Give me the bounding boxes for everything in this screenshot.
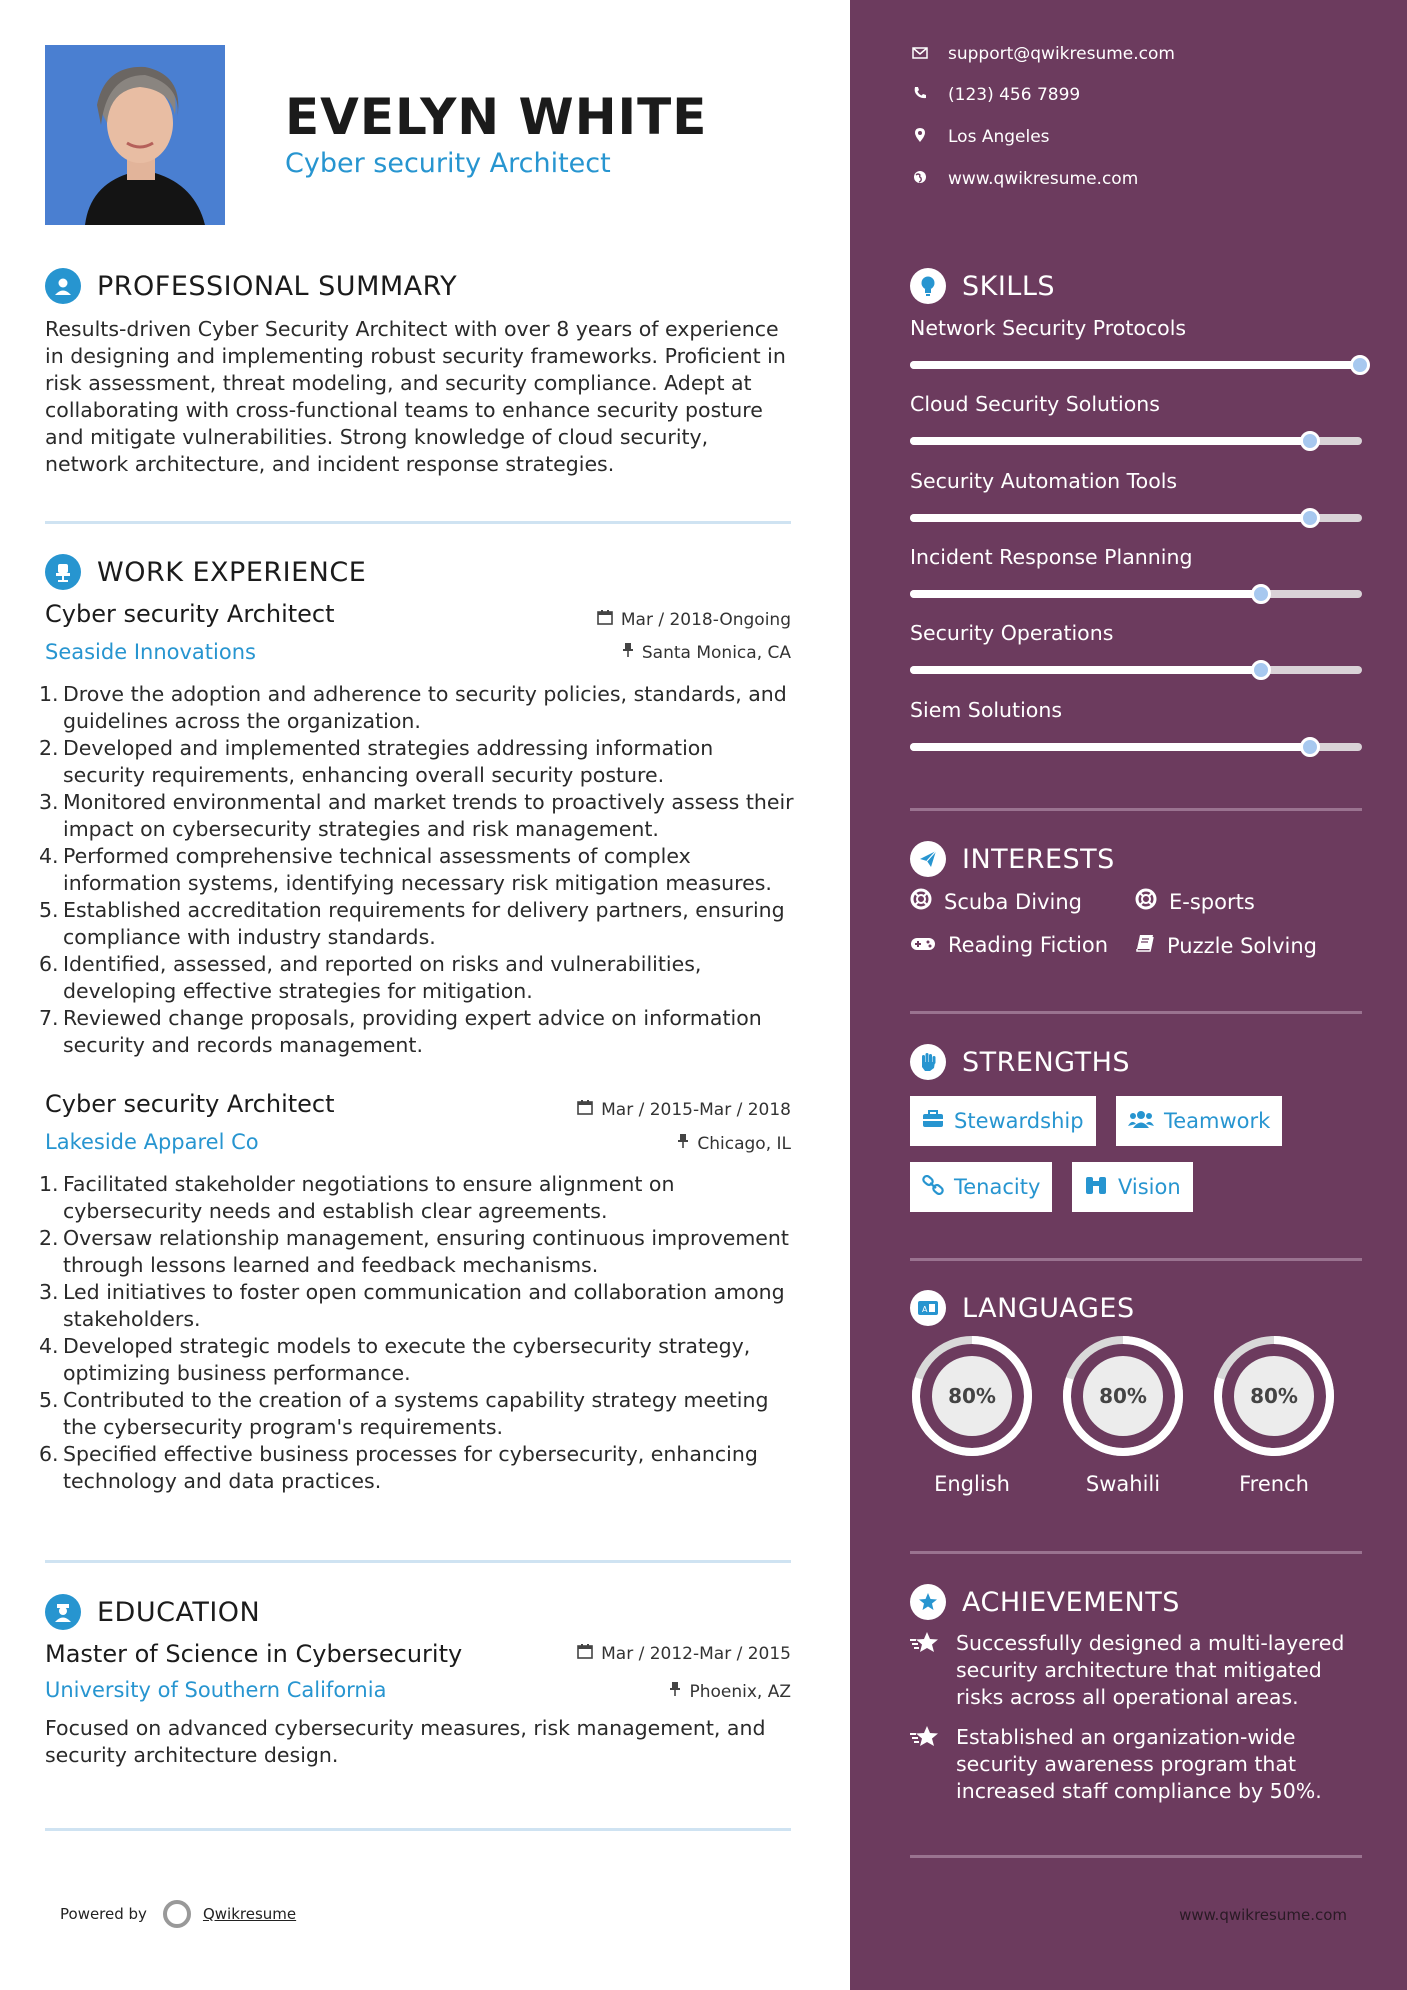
divider	[910, 1551, 1362, 1554]
contact-location-text: Los Angeles	[948, 127, 1050, 147]
skill-bar-fill	[910, 361, 1362, 369]
interest-label: Puzzle Solving	[1167, 933, 1317, 958]
pushpin-icon	[669, 1681, 681, 1702]
education-date	[577, 1643, 791, 1664]
interests-heading	[910, 841, 1115, 877]
skill-label: Security Automation Tools	[910, 469, 1178, 493]
gamepad-icon	[910, 933, 936, 957]
envelope-icon	[910, 45, 930, 63]
skill-bar	[910, 437, 1362, 445]
calendar-icon	[577, 1099, 593, 1120]
paper-plane-icon	[910, 841, 946, 877]
skill-label: Security Operations	[910, 621, 1114, 645]
divider	[45, 1560, 791, 1563]
degree-title: Master of Science in Cybersecurity	[45, 1640, 463, 1668]
interest-label: Scuba Diving	[944, 889, 1082, 914]
achievement-item	[910, 1630, 1370, 1711]
skill-label: Siem Solutions	[910, 698, 1062, 722]
skill-label: Cloud Security Solutions	[910, 392, 1160, 416]
education-title: EDUCATION	[97, 1596, 261, 1628]
users-icon	[1128, 1109, 1154, 1133]
contact-website	[910, 169, 1138, 189]
language-name: Swahili	[1085, 1472, 1161, 1496]
language-item	[910, 1334, 1034, 1496]
job-location-text: Santa Monica, CA	[641, 642, 791, 663]
strengths-title: STRENGTHS	[962, 1046, 1131, 1078]
phone-icon	[910, 86, 930, 104]
experience-heading	[45, 554, 366, 590]
languages-heading	[910, 1290, 1135, 1326]
list-item: 7. Reviewed change proposals, providing expert advice on information security and records management.	[39, 1006, 762, 1057]
pushpin-icon	[677, 1133, 689, 1154]
languages-title: LANGUAGES	[962, 1292, 1135, 1324]
star-icon	[910, 1724, 956, 1805]
language-item	[1061, 1334, 1185, 1496]
book-icon	[1135, 933, 1155, 958]
skill-bar-knob	[1251, 584, 1271, 604]
skill-bar	[910, 514, 1362, 522]
language-percent: 80%	[1250, 1384, 1298, 1408]
candidate-title: Cyber security Architect	[285, 148, 611, 179]
education-location-text: Phoenix, AZ	[689, 1681, 791, 1702]
lightbulb-icon	[910, 268, 946, 304]
skill-bar-knob	[1300, 508, 1320, 528]
duty-list	[39, 681, 795, 1059]
list-item: 5. Contributed to the creation of a systems capability strategy meeting the cybersecurity program's requirements.	[39, 1388, 769, 1439]
job-company: Seaside Innovations	[45, 640, 256, 664]
powered-by	[60, 1900, 296, 1928]
calendar-icon	[577, 1643, 593, 1664]
calendar-icon	[597, 609, 613, 630]
list-item: 6. Identified, assessed, and reported on risks and vulnerabilities, developing effective strategies for mitigation.	[39, 952, 702, 1003]
divider	[45, 1828, 791, 1831]
job-title: Cyber security Architect	[45, 600, 335, 628]
skill-bar-fill	[910, 437, 1312, 445]
achievement-text: Established an organization-wide security awareness program that increased staff compliance by 50%.	[956, 1725, 1322, 1803]
strength-label: Tenacity	[954, 1175, 1041, 1199]
briefcase-icon	[922, 1109, 944, 1133]
interest-item	[910, 888, 1082, 915]
divider	[910, 1011, 1362, 1014]
language-percent: 80%	[948, 1384, 996, 1408]
sidebar	[850, 0, 1407, 1990]
job-date-text: Mar / 2018-Ongoing	[620, 609, 791, 630]
skill-bar-knob	[1300, 431, 1320, 451]
strength-badge	[1116, 1096, 1282, 1146]
language-name: French	[1239, 1472, 1309, 1496]
strength-label: Stewardship	[954, 1109, 1084, 1133]
skills-title: SKILLS	[962, 270, 1056, 302]
language-ring	[910, 1334, 1034, 1458]
divider	[910, 808, 1362, 811]
skill-bar	[910, 666, 1362, 674]
contact-phone-text: (123) 456 7899	[948, 85, 1081, 105]
job-location	[622, 642, 791, 663]
candidate-name: EVELYN WHITE	[285, 88, 708, 146]
interest-item	[910, 933, 1108, 957]
interest-label: Reading Fiction	[948, 933, 1109, 957]
strength-badge	[910, 1162, 1052, 1212]
achievements-title: ACHIEVEMENTS	[962, 1586, 1180, 1618]
summary-title: PROFESSIONAL SUMMARY	[97, 270, 458, 302]
brand-link[interactable]: Qwikresume	[202, 1905, 297, 1923]
strength-label: Teamwork	[1164, 1109, 1271, 1133]
svg-text:A: A	[922, 1305, 928, 1314]
skill-bar-knob	[1251, 660, 1271, 680]
translate-icon	[910, 1290, 946, 1326]
map-pin-icon	[910, 128, 930, 146]
skill-bar-knob	[1300, 737, 1320, 757]
qwikresume-logo-icon	[163, 1900, 191, 1928]
graduate-icon	[45, 1594, 81, 1630]
strength-badge	[910, 1096, 1096, 1146]
skill-bar-fill	[910, 514, 1312, 522]
education-description: Focused on advanced cybersecurity measures, risk management, and security architecture design.	[45, 1716, 766, 1767]
education-heading	[45, 1594, 260, 1630]
language-percent: 80%	[1099, 1384, 1147, 1408]
skill-bar	[910, 590, 1362, 598]
job-date-text: Mar / 2015-Mar / 2018	[601, 1099, 791, 1120]
life-ring-icon	[910, 888, 932, 915]
achievements-heading	[910, 1584, 1180, 1620]
globe-icon	[910, 170, 930, 188]
link-icon	[922, 1175, 944, 1200]
list-item: 2. Developed and implemented strategies addressing information security requirements, enhancing overall security posture.	[39, 736, 714, 787]
skill-label: Incident Response Planning	[910, 545, 1193, 569]
divider	[45, 521, 791, 524]
skill-bar-fill	[910, 666, 1263, 674]
profile-photo	[45, 45, 225, 225]
star-icon	[910, 1630, 956, 1711]
office-chair-icon	[45, 554, 81, 590]
list-item: 4. Developed strategic models to execute the cybersecurity strategy, optimizing business performance.	[39, 1334, 751, 1385]
job-title: Cyber security Architect	[45, 1090, 335, 1118]
star-badge-icon	[910, 1584, 946, 1620]
divider	[910, 1855, 1362, 1858]
skill-label: Network Security Protocols	[910, 316, 1187, 340]
interest-item	[1135, 933, 1317, 958]
list-item: 5. Established accreditation requirements for delivery partners, ensuring compliance with industry standards.	[39, 898, 785, 949]
list-item: 2. Oversaw relationship management, ensuring continuous improvement through lessons learned and feedback mechanisms.	[39, 1226, 789, 1277]
achievement-text: Successfully designed a multi-layered security architecture that mitigated risks across all operational areas.	[956, 1631, 1345, 1709]
footer-website[interactable]: www.qwikresume.com	[1179, 1906, 1347, 1924]
contact-location	[910, 127, 1050, 147]
user-icon	[45, 268, 81, 304]
list-item: 3. Led initiatives to foster open communication and collaboration among stakeholders.	[39, 1280, 785, 1331]
duty-list	[39, 1171, 795, 1495]
language-ring	[1061, 1334, 1185, 1458]
strength-label: Vision	[1118, 1175, 1181, 1199]
pushpin-icon	[622, 642, 634, 663]
contact-phone	[910, 85, 1080, 105]
language-name: English	[934, 1472, 1010, 1496]
education-location	[669, 1681, 791, 1702]
interest-label: E-sports	[1169, 889, 1255, 914]
job-date	[597, 609, 791, 630]
experience-title: WORK EXPERIENCE	[97, 556, 367, 588]
education-date-text: Mar / 2012-Mar / 2015	[601, 1643, 791, 1664]
skill-bar-fill	[910, 743, 1312, 751]
binoculars-icon	[1084, 1175, 1108, 1200]
language-item	[1212, 1334, 1336, 1496]
list-item: 4. Performed comprehensive technical assessments of complex information systems, identifying necessary risk mitigation measures.	[39, 844, 772, 895]
divider	[910, 1258, 1362, 1261]
job-location	[677, 1133, 791, 1154]
list-item: 3. Monitored environmental and market trends to proactively assess their impact on cybersecurity strategies and risk management.	[39, 790, 794, 841]
job-company: Lakeside Apparel Co	[45, 1130, 259, 1154]
job-date	[577, 1099, 791, 1120]
achievement-item	[910, 1724, 1370, 1805]
summary-heading	[45, 268, 457, 304]
strengths-heading	[910, 1044, 1130, 1080]
list-item: 1. Facilitated stakeholder negotiations to ensure alignment on cybersecurity needs and establish clear agreements.	[39, 1172, 675, 1223]
fist-icon	[910, 1044, 946, 1080]
contact-website-text[interactable]: www.qwikresume.com	[948, 169, 1139, 189]
job-location-text: Chicago, IL	[697, 1133, 791, 1154]
language-ring	[1212, 1334, 1336, 1458]
skill-bar	[910, 361, 1362, 369]
interest-item	[1135, 888, 1255, 915]
skill-bar-fill	[910, 590, 1263, 598]
list-item: 6. Specified effective business processes for cybersecurity, enhancing technology and data practices.	[39, 1442, 758, 1493]
interests-title: INTERESTS	[962, 843, 1115, 875]
summary-text: Results-driven Cyber Security Architect with over 8 years of experience in designing and implementing robust security frameworks. Proficient in risk assessment, threat modeling, and security compliance. Adept at collaborating with cross-functional teams to enhance security posture and mitigate vulnerabilities. Strong knowledge of cloud security, network architecture, and incident response strategies.	[45, 317, 786, 476]
school-name: University of Southern California	[45, 1678, 387, 1702]
list-item: 1. Drove the adoption and adherence to security policies, standards, and guidelines across the organization.	[39, 682, 787, 733]
powered-by-label: Powered by	[60, 1905, 147, 1923]
skill-bar-knob	[1350, 355, 1370, 375]
skills-heading	[910, 268, 1055, 304]
skill-bar	[910, 743, 1362, 751]
strength-badge	[1072, 1162, 1193, 1212]
contact-email	[910, 44, 1175, 64]
life-ring-icon	[1135, 888, 1157, 915]
contact-email-text[interactable]: support@qwikresume.com	[948, 44, 1175, 64]
